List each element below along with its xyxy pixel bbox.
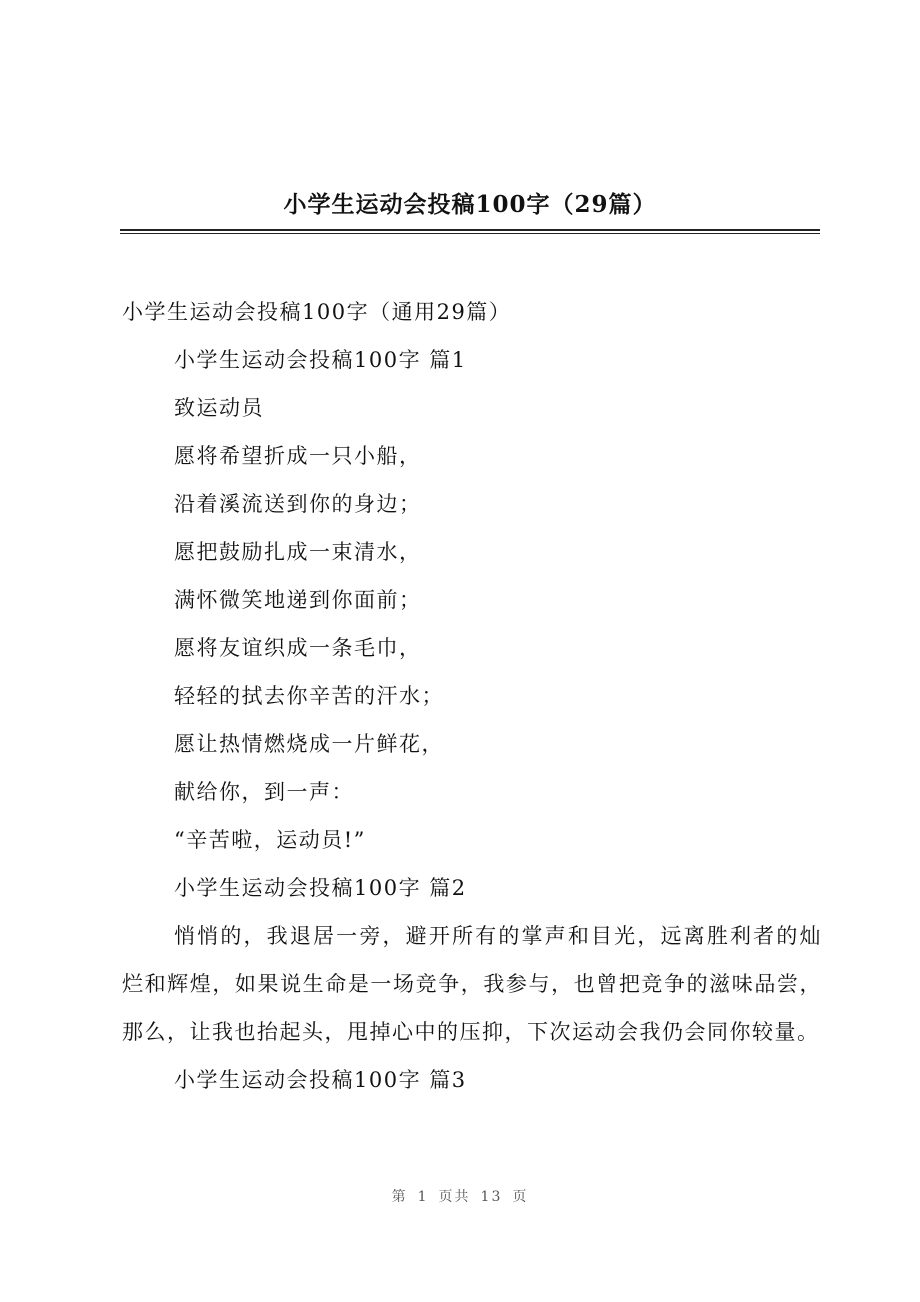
poem-line: 沿着溪流送到你的身边； [174, 492, 422, 516]
section-heading-2: 小学生运动会投稿100字 篇2 [174, 876, 467, 900]
poem-line: “辛苦啦，运动员!” [174, 828, 366, 852]
footer-page-number: 1 [417, 1189, 429, 1205]
document-body [122, 288, 822, 1104]
poem-line: 献给你，到一声： [174, 780, 354, 804]
section-paragraph-2: 悄悄的，我退居一旁，避开所有的掌声和目光，远离胜利者的灿烂和辉煌，如果说生命是一场竞争，我参与，也曾把竞争的滋味品尝，那么，让我也抬起头，甩掉心中的压抑，下次运动会我仍会同你较量。 [122, 924, 822, 1044]
footer-suffix: 页 [512, 1189, 529, 1205]
section-heading-1: 小学生运动会投稿100字 篇1 [174, 348, 467, 372]
footer-middle: 页共 [438, 1189, 471, 1205]
poem-line: 愿让热情燃烧成一片鲜花， [174, 732, 444, 756]
footer-prefix: 第 [391, 1189, 408, 1205]
poem-line: 致运动员 [174, 396, 264, 420]
section-heading-3: 小学生运动会投稿100字 篇3 [174, 1068, 467, 1092]
document-intro: 小学生运动会投稿100字（通用29篇） [122, 300, 512, 324]
poem-line: 愿将希望折成一只小船， [174, 444, 422, 468]
title-double-rule [120, 229, 820, 234]
poem-line: 愿把鼓励扎成一束清水， [174, 540, 422, 564]
poem-line: 轻轻的拭去你辛苦的汗水； [174, 684, 444, 708]
poem-line: 愿将友谊织成一条毛巾， [174, 636, 422, 660]
document-title: 小学生运动会投稿100字（29篇） [283, 191, 657, 218]
poem-line: 满怀微笑地递到你面前； [174, 588, 422, 612]
footer-total-pages: 13 [480, 1189, 503, 1205]
page-footer [0, 1186, 920, 1206]
